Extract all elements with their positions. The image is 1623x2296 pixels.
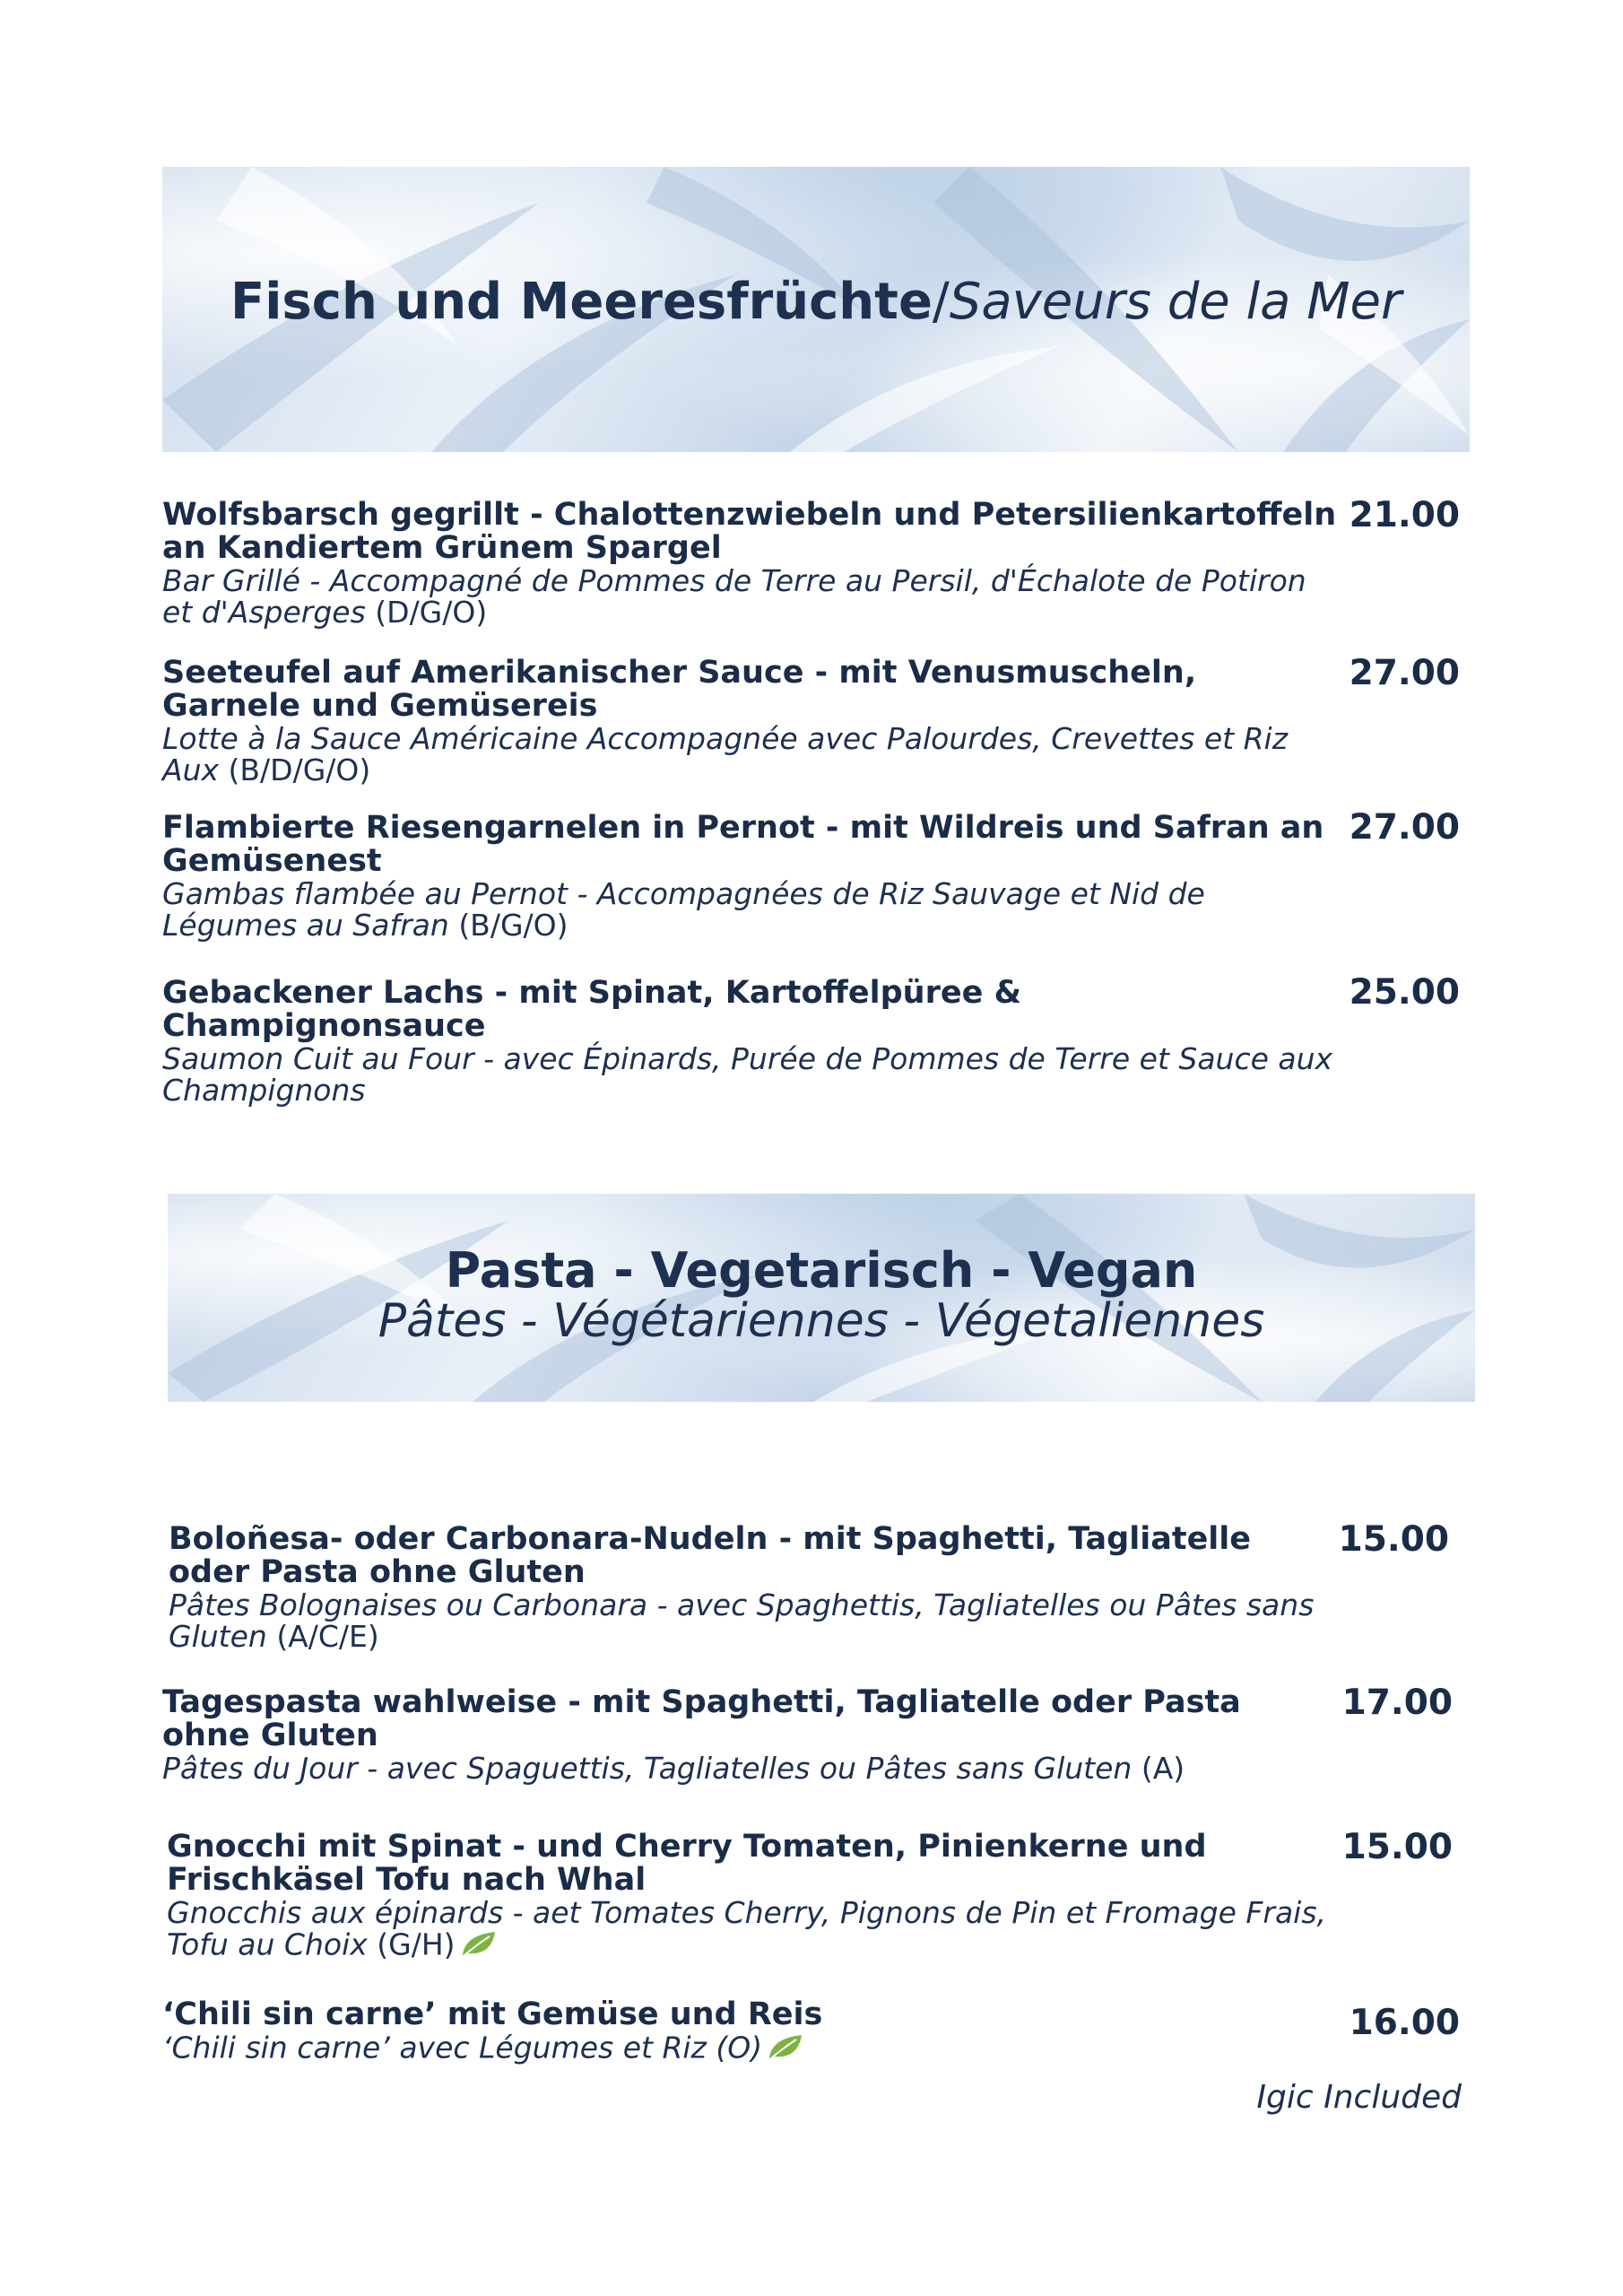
fish-section-banner [162, 167, 1470, 452]
dish-name-fr [167, 1897, 1341, 1964]
menu-item [162, 499, 1337, 628]
dish-name-fr [162, 2031, 1337, 2067]
leaf-icon [766, 2031, 805, 2067]
pasta-section-banner [168, 1194, 1475, 1402]
dish-name-fr-text: ‘Chili sin carne’ avec Légumes et Riz (O) [162, 2030, 763, 2066]
fish-title-fr: Saveurs de la Mer [949, 273, 1402, 331]
leaf-icon [459, 1928, 499, 1964]
allergens: (G/H) [377, 1926, 456, 1962]
dish-name-de: Boloñesa- oder Carbonara-Nudeln - mit Spaghetti, Tagliatelle oder Pasta ohne Gluten [169, 1521, 1252, 1590]
dish-name-fr-text: Pâtes du Jour - avec Spaguettis, Tagliatelles ou Pâtes sans Gluten [162, 1751, 1133, 1786]
dish-name-fr [162, 565, 1337, 628]
dish-name-fr-text: Lotte à la Sauce Américaine Accompagnée avec Palourdes, Crevettes et Riz Aux [162, 721, 1289, 787]
allergens: (B/D/G/O) [228, 752, 371, 787]
dish-price: 15.00 [1341, 1827, 1453, 1867]
fish-section-title [162, 273, 1470, 331]
dish-name-fr [162, 723, 1337, 786]
tax-note: Igic Included [1256, 2079, 1462, 2116]
dish-name-fr-text: Pâtes Bolognaises ou Carbonara - avec Spaghettis, Tagliatelles ou Pâtes sans Gluten [169, 1587, 1315, 1654]
dish-name-de: ‘Chili sin carne’ mit Gemüse und Reis [162, 1996, 823, 2032]
dish-name-de: Flambierte Riesengarnelen in Pernot - mit Wildreis und Safran an Gemüsenest [162, 810, 1324, 879]
menu-item [162, 1686, 1337, 1784]
pasta-title-de: Pasta - Vegetarisch - Vegan [445, 1242, 1198, 1299]
dish-price: 25.00 [1349, 972, 1460, 1013]
menu-item [169, 1523, 1334, 1652]
menu-item [162, 657, 1337, 786]
allergens: (A) [1141, 1751, 1185, 1786]
dish-price: 21.00 [1349, 495, 1460, 535]
allergens: (A/C/E) [276, 1619, 379, 1654]
pasta-title-fr: Pâtes - Végétariennes - Végetaliennes [378, 1294, 1265, 1348]
dish-price: 15.00 [1338, 1519, 1449, 1560]
allergens: (B/G/O) [458, 908, 568, 943]
dish-name-fr-text: Bar Grillé - Accompagné de Pommes de Terre au Persil, d'Échalote de Potiron et d'Asperges [162, 563, 1306, 630]
allergens: (D/G/O) [375, 595, 488, 630]
menu-item [162, 1998, 1337, 2067]
fish-title-de: Fisch und Meeresfrüchte [230, 273, 933, 331]
title-separator: / [932, 273, 950, 331]
menu-item [162, 812, 1337, 941]
dish-price: 16.00 [1349, 2003, 1460, 2043]
dish-name-de: Seeteufel auf Amerikanischer Sauce - mit Venusmuscheln, Garnele und Gemüsereis [162, 655, 1197, 724]
dish-name-de: Wolfsbarsch gegrillt - Chalottenzwiebeln und Petersilienkartoffeln an Kandiertem Grünem Spargel [162, 497, 1337, 566]
dish-name-fr-text: Gambas flambée au Pernot - Accompagnées de Riz Sauvage et Nid de Légumes au Safran [162, 876, 1205, 943]
dish-price: 27.00 [1349, 653, 1460, 693]
dish-name-fr [169, 1589, 1334, 1652]
dish-name-de: Tagespasta wahlweise - mit Spaghetti, Tagliatelle oder Pasta ohne Gluten [162, 1684, 1241, 1753]
dish-name-fr [162, 1752, 1337, 1784]
dish-name-fr-text: Gnocchis aux épinards - aet Tomates Cherry, Pignons de Pin et Fromage Frais, Tofu au Choix [167, 1895, 1327, 1962]
dish-name-de: Gnocchi mit Spinat - und Cherry Tomaten, Pinienkerne und Frischkäsel Tofu nach Whal [167, 1829, 1207, 1898]
dish-name-fr: Saumon Cuit au Four - avec Épinards, Purée de Pommes de Terre et Sauce aux Champignons [162, 1041, 1333, 1108]
dish-name-de: Gebackener Lachs - mit Spinat, Kartoffelpüree & Champignonsauce [162, 975, 1022, 1044]
dish-price: 17.00 [1341, 1683, 1453, 1723]
menu-item [162, 977, 1337, 1106]
dish-price: 27.00 [1349, 807, 1460, 848]
menu-item [167, 1831, 1341, 1964]
dish-name-fr [162, 878, 1337, 941]
